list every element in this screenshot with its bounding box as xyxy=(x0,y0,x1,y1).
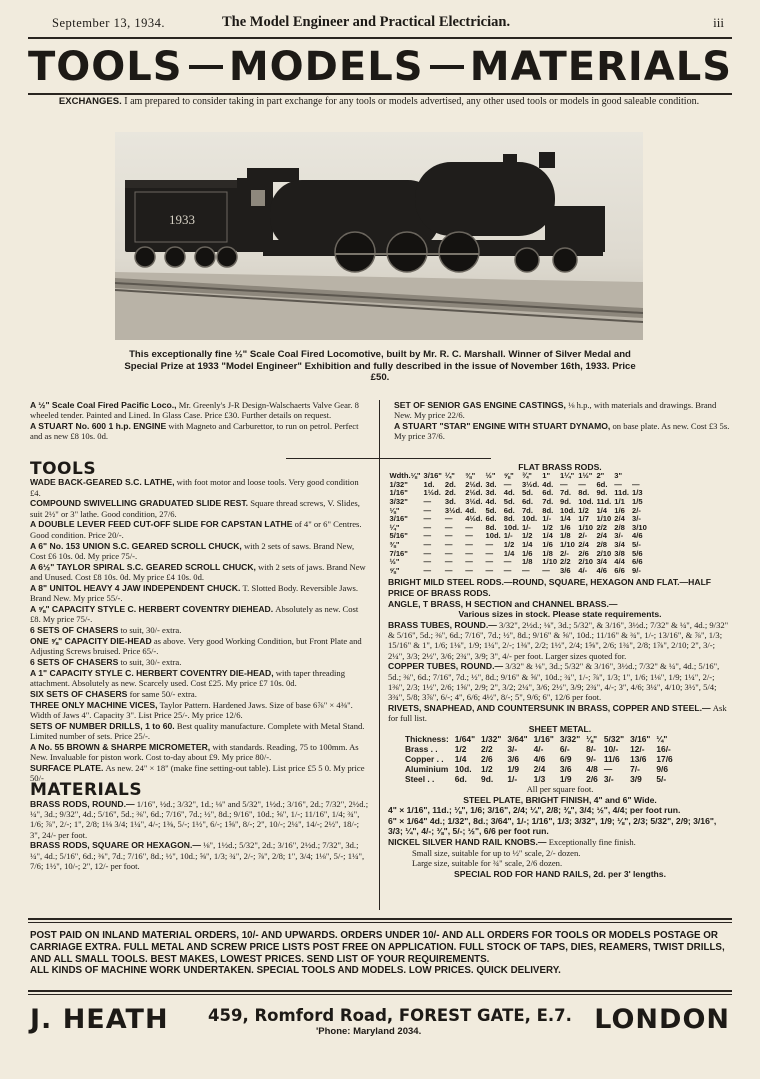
list-item: BRASS TUBES, ROUND.— 3/32", 2½d.; ⅛", 3d.; 5/32", & 3/16", 3½d.; 7/32" & ¼", 4d.; 9/32" & 5/16", 5d.; ⅜", 6d.; 7/16", 7d.; ½", 8d.; 9/16" & ⅝", 10d.; 11/16" & ¾", 1/-; 13/16", & ⅞", 1/3; 15/16" & 1", 1/6; 1⅛", 1/9; 1¼", 2/-; 1⅜", 2/2; 1½", 2/4; 1⅝", 2/6; 1¾", 2/8; 1⅞", 2/10; 2", 3/-; 2¼", 3/3; 2½", 3/6; 2¾", 3/9; 3", 4/- per foot. Larger sizes quoted for. xyxy=(388,619,729,661)
table-cell: 3/10 xyxy=(632,522,647,532)
table-header-cell: 1½" xyxy=(578,471,593,481)
list-item: SETS OF NUMBER DRILLS, 1 to 60. Best quality manufacture. Complete with Metal Stand. Limited number of sets. Price 25/-. xyxy=(30,720,365,741)
table-cell: 10d. xyxy=(578,497,594,507)
table-cell: 2d. xyxy=(444,488,456,498)
flat-brass-table xyxy=(388,472,648,575)
headline-rule xyxy=(28,93,732,95)
list-item: BRASS RODS, ROUND.— 1/16", ½d.; 3/32", 1d.; ⅛" and 5/32", 1½d.; 3/16", 2d.; 7/32", 2½d.; ¼", 3d.; 9/32", 4d.; 5/16", 5d.; ⅜", 6d.; 7/16", 7d.; ½", 8d.; 9/16", 10d.; ⅝", 1/-; 11/16", 1/4; ¾", 1/6; ⅞", 2/-; 1", 2/8; 1⅛ 3/4; 1¼", 4/-; 1⅜, 5/-; 1½", 6/-; 1⅝", 8/-; 2", 10/-; 2¼", 14/-; 2½", 18/-; 3", 24/- per foot. xyxy=(30,798,369,840)
table-cell: — xyxy=(465,531,473,541)
table-row xyxy=(388,567,648,576)
exchanges-label: EXCHANGES. xyxy=(58,96,122,107)
address-block xyxy=(30,1000,730,1044)
table-cell: 8d. xyxy=(503,514,515,524)
table-cell: 1d. xyxy=(423,479,435,489)
table-cell: ¼" xyxy=(389,522,400,532)
table-header-cell: ¼" xyxy=(444,471,455,481)
table-header-cell: ⅛" xyxy=(586,734,598,745)
table-cell: 3/16" xyxy=(389,514,408,524)
table-cell: 1/6 xyxy=(560,522,571,532)
sheet-metal-table xyxy=(402,734,676,784)
exchanges-text: I am prepared to consider taking in part exchange for any tools or models advertised, any other used tools or models in good saleable condition. xyxy=(124,96,700,107)
table-cell: — xyxy=(423,565,432,575)
table-cell: 1/6 xyxy=(614,505,625,515)
special-rod: SPECIAL ROD FOR HAND RAILS, 2d. per 3' lengths. xyxy=(454,869,666,880)
locomotive-illustration xyxy=(115,132,643,340)
headline-models: MODELS xyxy=(228,44,424,90)
table-cell: 3/8 xyxy=(614,548,625,558)
table-cell: 8d. xyxy=(578,488,590,498)
table-cell: 9/- xyxy=(632,565,641,575)
table-cell: 2½d. xyxy=(465,479,483,489)
table-cell: 2½d. xyxy=(465,488,483,498)
table-cell: — xyxy=(632,479,640,489)
table-cell: 5/6 xyxy=(632,548,643,558)
table-cell: 3/4 xyxy=(614,540,625,550)
table-cell: 1/32" xyxy=(389,479,408,489)
table-cell: 10d. xyxy=(560,505,576,515)
table-cell: — xyxy=(465,557,473,567)
table-cell: — xyxy=(423,522,432,532)
table-cell: — xyxy=(423,497,432,507)
table-cell: 1/4 xyxy=(503,548,515,558)
table-cell: — xyxy=(614,479,622,489)
table-cell: 4d. xyxy=(485,497,497,507)
list-item: A 6" No. 153 UNION S.C. GEARED SCROLL CHUCK, with 2 sets of saws. Brand New, Cost £6 10s. 0d. My price 75/-. xyxy=(30,540,355,561)
right-column xyxy=(388,462,732,880)
list-item: COPPER TUBES, ROUND.— 3/32" & ⅛", 3d.; 5/32" & 3/16", 3½d.; 7/32" & ¼", 4d.; 5/16", 5d.; ⅜", 6d.; 7/16", 7d.; ½", 8d.; 9/16" & ⅝", 10d.; ¾", 1/-; ⅞", 1/3; 1", 1/6; 1⅛", 1/9; 1¼", 2/-; 1⅜", 2/3; 1½", 2/6; 1⅝", 2/9; 2", 3/2; 2¼", 3/6; 2½", 3/9; 2¾", 4/-; 3", 4/6; 3¼", 4/10; 3½", 5/4; 3¾", 5/8; 3⅞", 6/-; 4", 6/6; 4½", 8/-; 5", 9/6; 6", 12/6 per foot. xyxy=(388,661,720,703)
table-header-cell: 3/16" xyxy=(630,734,651,745)
table-cell: — xyxy=(423,557,432,567)
table-cell: 2/- xyxy=(578,531,588,541)
table-cell: 2/8 xyxy=(614,522,625,532)
table-cell: ½" xyxy=(389,557,400,567)
table-cell: — xyxy=(485,557,494,567)
table-cell: 2/4 xyxy=(578,540,589,550)
table-cell: — xyxy=(465,540,473,550)
table-cell: 1/6 xyxy=(521,548,533,558)
table-cell: — xyxy=(423,548,432,558)
table-cell: 1/2 xyxy=(481,764,493,775)
list-item: BRASS RODS, SQUARE OR HEXAGON.— ⅛", 1½d.; 5/32", 2d.; 3/16", 2½d.; 7/32", 3d.; ¼", 4d.; 5/16", 6d.; ⅜", 7d.; 7/16", 8d.; ½", 10d.; ⅝", 1/3; ¾", 2/-; ⅞", 2/8; 1", 3/4; 1⅛", 5/-; 1¼", 7/6; 1½", 10/-; 2", 12/- per foot. xyxy=(30,840,365,871)
table-cell: 1/2 xyxy=(578,505,589,515)
table-cell: — xyxy=(444,548,453,558)
table-cell: 3½d. xyxy=(444,505,463,515)
headline-dash xyxy=(189,65,223,69)
table-cell: 2/8 xyxy=(596,540,608,550)
headline-tools: TOOLS xyxy=(28,44,183,90)
table-cell: ⅝" xyxy=(389,565,400,575)
table-header-cell: 3/16" xyxy=(423,471,442,481)
table-header-cell: 1/64" xyxy=(454,734,476,745)
table-cell: 6d. xyxy=(485,514,497,524)
steel-plate-line: 6" × 1/64" 4d.; 1/32", 8d.; 3/64", 1/-; 1/16", 1/3; 3/32", 1/9; ⅛", 2/3; 5/32", 2/9; 3/16", 3/3; ¼", 4/-; ⅜", 5/-; ½", 6/6 per foot run. xyxy=(388,815,717,837)
table-cell: — xyxy=(444,540,453,550)
table-cell: 4/6 xyxy=(632,531,643,541)
table-header-cell: ¼" xyxy=(656,734,668,745)
table-cell: — xyxy=(465,548,473,558)
table-cell: 9d. xyxy=(560,497,572,507)
list-item: A ⅝" CAPACITY STYLE C. HERBERT COVENTRY DIEHEAD. Absolutely as new. Cost £8. My price 75/-. xyxy=(30,603,359,625)
table-cell: 7d. xyxy=(521,505,533,515)
table-row xyxy=(402,754,676,764)
table-cell: 3/6 xyxy=(507,754,519,765)
address-rule xyxy=(28,994,732,995)
table-cell: 1/10 xyxy=(596,514,612,524)
table-header-cell: 1¼" xyxy=(560,471,575,481)
table-header-cell: 3/32" xyxy=(559,734,581,745)
table-cell: 1/4 xyxy=(596,505,608,515)
table-cell: 1/8 xyxy=(560,531,571,541)
street-address: 459, Romford Road, FOREST GATE, E.7. xyxy=(208,1006,572,1025)
table-cell: — xyxy=(560,479,568,489)
table-cell: 1/8 xyxy=(542,548,553,558)
table-cell: 4/- xyxy=(533,744,544,755)
table-cell: 8d. xyxy=(542,505,554,515)
table-cell: 7/- xyxy=(630,764,640,775)
table-cell: — xyxy=(423,531,432,541)
list-item: SET OF SENIOR GAS ENGINE CASTINGS, ⅛ h.p., with materials and drawings. Brand New. My price 22/6. xyxy=(394,400,717,421)
sheet-metal-note: All per square foot. xyxy=(526,784,594,795)
table-cell: 1/4 xyxy=(542,531,553,541)
table-cell: 1/9 xyxy=(559,774,572,785)
steel-plate-title: STEEL PLATE, BRIGHT FINISH, 4" and 6" Wide. xyxy=(463,794,657,805)
table-cell: — xyxy=(444,522,453,532)
list-item: A 6½" TAYLOR SPIRAL S.C. GEARED SCROLL CHUCK, with 2 sets of jaws. Brand New and Unused. Cost £8 10s. 0d. My price £4 10s. 0d. xyxy=(30,561,366,582)
list-item: A 8" UNITOL HEAVY 4 JAW INDEPENDENT CHUCK. T. Slotted Body. Reversible Jaws. Brand New. My price 55/-. xyxy=(30,582,359,604)
page-header xyxy=(52,14,724,34)
table-header-cell: ⅜" xyxy=(465,471,476,481)
table-cell: 1/5 xyxy=(632,497,643,507)
headline-dash xyxy=(430,65,464,69)
issue-date: September 13, 1934. xyxy=(52,16,165,30)
table-cell: 3/6 xyxy=(560,565,571,575)
table-cell: 2/- xyxy=(560,548,569,558)
table-cell: 7/16" xyxy=(389,548,408,558)
table-cell: 6d. xyxy=(521,497,533,507)
table-cell: 5d. xyxy=(485,505,497,515)
table-cell: — xyxy=(503,479,512,489)
flat-brass-title: FLAT BRASS RODS. xyxy=(518,462,602,472)
tools-list xyxy=(30,477,370,783)
table-cell: ⅛" xyxy=(389,505,400,515)
table-cell: 1/- xyxy=(542,514,552,524)
table-cell: — xyxy=(423,505,432,515)
headline-materials: MATERIALS xyxy=(469,44,732,90)
table-cell: — xyxy=(444,557,453,567)
table-cell: 1/10 xyxy=(578,522,594,532)
nickel-large: Large size, suitable for ¾" scale, 2/6 dozen. xyxy=(412,858,563,869)
table-cell: 10d. xyxy=(521,514,538,524)
list-item: ANGLE, T BRASS, H SECTION and CHANNEL BRASS.— Various sizes in stock. Please state requirements. xyxy=(388,598,662,619)
table-cell: 8d. xyxy=(485,522,497,532)
table-cell: 11/6 xyxy=(603,754,620,765)
table-cell: 10d. xyxy=(454,764,472,775)
table-cell: 16/- xyxy=(656,744,671,755)
table-cell: 3d. xyxy=(485,488,497,498)
table-cell: — xyxy=(542,565,550,575)
table-cell: — xyxy=(521,565,530,575)
table-header-cell: Wdth.⅛" xyxy=(389,471,421,481)
table-row xyxy=(402,744,676,754)
phone-number: 'Phone: Maryland 2034. xyxy=(316,1026,422,1037)
list-item: A No. 55 BROWN & SHARPE MICROMETER, with standards. Reading, 75 to 100mm. As New. Invaluable for piston work. Cost to-day about £9. My price 80/-. xyxy=(30,741,359,763)
list-item: ONE ⅝" CAPACITY DIE-HEAD as above. Very good Working Condition, but Front Plate and Adjusting Screws bruised. Price 65/-. xyxy=(30,635,362,657)
table-cell: 3d. xyxy=(444,497,456,507)
table-header-cell: 3" xyxy=(614,471,623,481)
journal-title: The Model Engineer and Practical Electrician. xyxy=(222,14,511,30)
table-cell: 1½d. xyxy=(423,488,441,498)
table-header-cell: ⅝" xyxy=(503,471,514,481)
table-cell: 1/2 xyxy=(542,522,553,532)
table-cell: 6d. xyxy=(542,488,554,498)
list-item: 6 SETS OF CHASERS to suit, 30/- extra. xyxy=(30,656,182,667)
table-cell: — xyxy=(485,565,494,575)
table-cell: 1/10 xyxy=(560,540,575,550)
table-cell: ⅜" xyxy=(389,540,400,550)
table-cell: 8/- xyxy=(586,744,596,755)
table-header-cell: 3/64" xyxy=(507,734,528,745)
table-cell: Brass . . xyxy=(405,744,438,755)
table-cell: 9/- xyxy=(586,754,596,765)
materials-list xyxy=(30,799,370,872)
table-cell: 4½d. xyxy=(465,514,483,524)
table-cell: 5/- xyxy=(656,774,667,785)
table-cell: 3d. xyxy=(485,479,497,489)
section-divider xyxy=(286,458,491,459)
table-cell: 10/- xyxy=(603,744,619,755)
list-item: SURFACE PLATE. As new. 24" × 18" (make fine setting-out table). List price £5 5 0. My price 50/- xyxy=(30,762,365,784)
table-cell: 7d. xyxy=(542,497,554,507)
table-cell: 1/3 xyxy=(632,488,643,498)
list-item: A STUART No. 600 1 h.p. ENGINE with Magneto and Carburettor, to run on petrol. Perfect and as new £8 10s. 0d. xyxy=(30,421,359,442)
list-item: A STUART "STAR" ENGINE WITH STUART DYNAMO, on base plate. As new. Cost £3 5s. My price 37/6. xyxy=(394,421,730,442)
table-cell: 4d. xyxy=(542,479,554,489)
table-cell: 10d. xyxy=(503,522,519,532)
footer-rule xyxy=(28,922,732,923)
table-cell: 2/4 xyxy=(596,531,608,541)
table-cell: 7d. xyxy=(560,488,572,498)
table-cell: Copper . . xyxy=(405,754,444,765)
table-cell: 1/4 xyxy=(521,540,533,550)
section-title-tools: TOOLS xyxy=(30,459,97,479)
list-item: 6 SETS OF CHASERS to suit, 30/- extra. xyxy=(30,624,182,635)
list-item: A DOUBLE LEVER FEED CUT-OFF SLIDE FOR CAPSTAN LATHE of 4" or 6" Centres. Good condition. Price 20/-. xyxy=(30,519,362,540)
number-plate: 1933 xyxy=(169,212,195,227)
table-cell: — xyxy=(485,540,494,550)
table-cell: 13/6 xyxy=(630,754,647,765)
table-cell: 2/6 xyxy=(578,548,589,558)
table-cell: 1/2 xyxy=(503,540,515,550)
list-item: SIX SETS OF CHASERS for same 50/- extra. xyxy=(30,688,197,699)
table-cell: 3/- xyxy=(614,531,624,541)
table-cell: 1/4 xyxy=(454,754,467,765)
table-header-cell: Thickness: xyxy=(405,734,449,745)
table-cell: 11d. xyxy=(614,488,630,498)
table-cell: — xyxy=(503,557,512,567)
table-cell: 5d. xyxy=(521,488,533,498)
table-cell: 6d. xyxy=(454,774,467,785)
table-cell: 2/2 xyxy=(560,557,571,567)
table-cell: — xyxy=(603,764,613,775)
address-rule xyxy=(28,990,732,992)
table-cell: 3½d. xyxy=(521,479,540,489)
table-cell: 1/1 xyxy=(614,497,625,507)
table-cell: 4d. xyxy=(465,505,477,515)
table-cell: 5d. xyxy=(503,497,515,507)
list-item: A ½" Scale Coal Fired Pacific Loco., Mr. Greenly's J-R Design-Walschaerts Valve Gear. 8 wheeled tender. Painted and Lined. In Glass Case. Price £30. Further details on request. xyxy=(30,400,359,421)
table-cell: 9/6 xyxy=(656,764,669,775)
table-cell: — xyxy=(465,565,473,575)
table-cell: 6/- xyxy=(559,744,570,755)
table-cell: 9d. xyxy=(596,488,608,498)
table-header-row xyxy=(402,734,676,744)
left-column xyxy=(30,459,370,872)
table-cell: 2/4 xyxy=(614,514,625,524)
table-cell: — xyxy=(423,514,432,524)
footer-rule xyxy=(28,918,732,920)
footer-terms: POST PAID ON INLAND MATERIAL ORDERS, 10/- AND UPWARDS. ORDERS UNDER 10/- AND ALL ORDERS FOR TOOLS OR MODELS POSTAGE OR CARRIAGE EXTRA. FULL METAL AND SCREW PRICE LISTS POST FREE ON APPLICATION. FULL STOCK OF TAPS, DIES, REAMERS, TWIST DRILLS, AND ALL SMALL TOOLS. BEST MAKES, LOWEST PRICES. SEND LIST OF YOUR REQUIREMENTS. xyxy=(30,930,725,965)
table-cell: 6d. xyxy=(503,505,515,515)
table-cell: 6/9 xyxy=(559,754,572,765)
table-cell: 1/10 xyxy=(542,557,558,567)
table-cell: 5/- xyxy=(632,540,641,550)
list-item: WADE BACK-GEARED S.C. LATHE, with foot motor and loose tools. Very good condition £4. xyxy=(30,477,359,498)
table-cell: — xyxy=(423,540,432,550)
table-header-cell: ½" xyxy=(485,471,496,481)
list-item: THREE ONLY MACHINE VICES, Taylor Pattern. Hardened Jaws. Size of base 6⅞" × 4⅜". Width of Jaws 4". Capacity 3". List Price 25/-. My price 12/6. xyxy=(30,699,353,720)
table-cell: 1/8 xyxy=(521,557,533,567)
upper-right-listings xyxy=(394,400,730,442)
table-cell: 1/6 xyxy=(542,540,553,550)
table-cell: 4/6 xyxy=(596,565,608,575)
table-cell: — xyxy=(444,514,453,524)
list-item: NICKEL SILVER HAND RAIL KNOBS.— Exceptionally fine finish. xyxy=(388,836,636,847)
table-row xyxy=(402,764,676,774)
header-rule xyxy=(28,37,732,39)
table-header-cell: 1/16" xyxy=(533,734,554,745)
table-cell: 4d. xyxy=(503,488,515,498)
table-header-cell: 5/32" xyxy=(603,734,625,745)
table-cell: — xyxy=(465,522,473,532)
exchanges-notice xyxy=(28,96,730,108)
table-cell: 2/6 xyxy=(586,774,598,785)
footer-notice xyxy=(30,930,730,977)
table-cell: 2/2 xyxy=(596,522,608,532)
table-header-cell: 1" xyxy=(542,471,551,481)
photo-caption: This exceptionally fine ½" Scale Coal Fired Locomotive, built by Mr. R. C. Marshall. Winner of Silver Medal and Special Prize at 1933 "Model Engineer" Exhibition and fully described in the issue of November 16th, 1933. Price £50. xyxy=(124,349,636,383)
table-cell: 2d. xyxy=(444,479,456,489)
headline xyxy=(28,44,732,90)
table-row xyxy=(402,774,676,784)
sheet-metal-title: SHEET METAL. xyxy=(528,724,592,735)
footer-services: ALL KINDS OF MACHINE WORK UNDERTAKEN. SPECIAL TOOLS AND MODELS. LOW PRICES. QUICK DELIVERY. xyxy=(30,965,561,977)
table-cell: 6/6 xyxy=(632,557,643,567)
table-cell: — xyxy=(485,548,494,558)
table-header-cell: 1/32" xyxy=(481,734,502,745)
list-item: A 1" CAPACITY STYLE C. HERBERT COVENTRY DIE-HEAD, with taper threading attachment. Absolutely as new. Scarcely used. Cost £25. My price £7 10s. 0d. xyxy=(30,667,345,688)
table-cell: 1/- xyxy=(521,522,531,532)
city-name: LONDON xyxy=(594,1004,730,1035)
table-cell: 1/- xyxy=(503,531,513,541)
locomotive-photo xyxy=(115,132,643,340)
table-cell: 2/6 xyxy=(481,754,493,765)
nickel-small: Small size, suitable for up to ½" scale, 2/- dozen. xyxy=(412,847,581,858)
table-cell: Aluminium xyxy=(405,764,449,775)
table-cell: 3/9 xyxy=(630,774,642,785)
table-cell: 12/- xyxy=(630,744,645,755)
column-divider xyxy=(379,400,380,910)
table-cell: 6/6 xyxy=(614,565,625,575)
table-cell: 4/8 xyxy=(586,764,598,775)
list-item: COMPOUND SWIVELLING GRADUATED SLIDE REST. Square thread screws, V. Slides, suit 2½" or 3" lathe. Good condition, 27/6. xyxy=(30,498,360,519)
table-cell: 1/4 xyxy=(560,514,571,524)
table-cell: — xyxy=(444,531,453,541)
table-cell: 10d. xyxy=(485,531,501,541)
table-cell: 1/16" xyxy=(389,488,408,498)
table-cell: 1/7 xyxy=(578,514,589,524)
table-cell: 3/- xyxy=(603,774,614,785)
list-item: RIVETS, SNAPHEAD, AND COUNTERSUNK IN BRASS, COPPER AND STEEL.— Ask for full list. xyxy=(388,702,727,724)
table-cell: 1/3 xyxy=(533,774,546,785)
table-cell: 3/- xyxy=(632,514,641,524)
list-item: BRIGHT MILD STEEL RODS.—ROUND, SQUARE, HEXAGON AND FLAT.—HALF PRICE OF BRASS RODS. xyxy=(388,577,712,598)
steel-plate-line: 4" × 1/16", 11d.; ⅛", 1/6; 3/16", 2/4; ¼", 2/8; ⅜", 3/4; ½", 4/4; per foot run. xyxy=(388,804,681,815)
table-cell: 1/9 xyxy=(507,764,519,775)
table-cell: 2/- xyxy=(632,505,641,515)
table-cell: 17/6 xyxy=(656,754,673,765)
table-cell: 6d. xyxy=(596,479,608,489)
table-cell: — xyxy=(503,565,512,575)
right-listings xyxy=(388,577,732,723)
table-cell: 1/- xyxy=(507,774,518,785)
table-cell: 1/2 xyxy=(521,531,533,541)
table-cell: 4/4 xyxy=(614,557,625,567)
table-cell: Steel . . xyxy=(405,774,435,785)
table-cell: 2/10 xyxy=(596,548,612,558)
table-cell: 2/10 xyxy=(578,557,594,567)
table-cell: 3/6 xyxy=(559,764,572,775)
table-cell: 4/6 xyxy=(533,754,546,765)
table-cell: 3½d. xyxy=(465,497,483,507)
section-title-materials: MATERIALS xyxy=(30,780,143,801)
table-cell: 3/32" xyxy=(389,497,408,507)
table-cell: 3/4 xyxy=(596,557,608,567)
table-cell: 9d. xyxy=(481,774,494,785)
table-cell: 3/- xyxy=(507,744,518,755)
table-cell: — xyxy=(578,479,586,489)
table-header-cell: ¾" xyxy=(521,471,532,481)
table-cell: — xyxy=(444,565,453,575)
upper-left-listings xyxy=(30,400,370,442)
table-cell: 2/4 xyxy=(533,764,546,775)
table-cell: 4/- xyxy=(578,565,588,575)
table-cell: 5/16" xyxy=(389,531,408,541)
table-cell: 11d. xyxy=(596,497,612,507)
business-name: J. HEATH xyxy=(30,1004,169,1035)
table-header-cell: 2" xyxy=(596,471,605,481)
page-number: iii xyxy=(713,15,724,30)
table-cell: 2/2 xyxy=(481,744,493,755)
table-cell: 1/2 xyxy=(454,744,467,755)
